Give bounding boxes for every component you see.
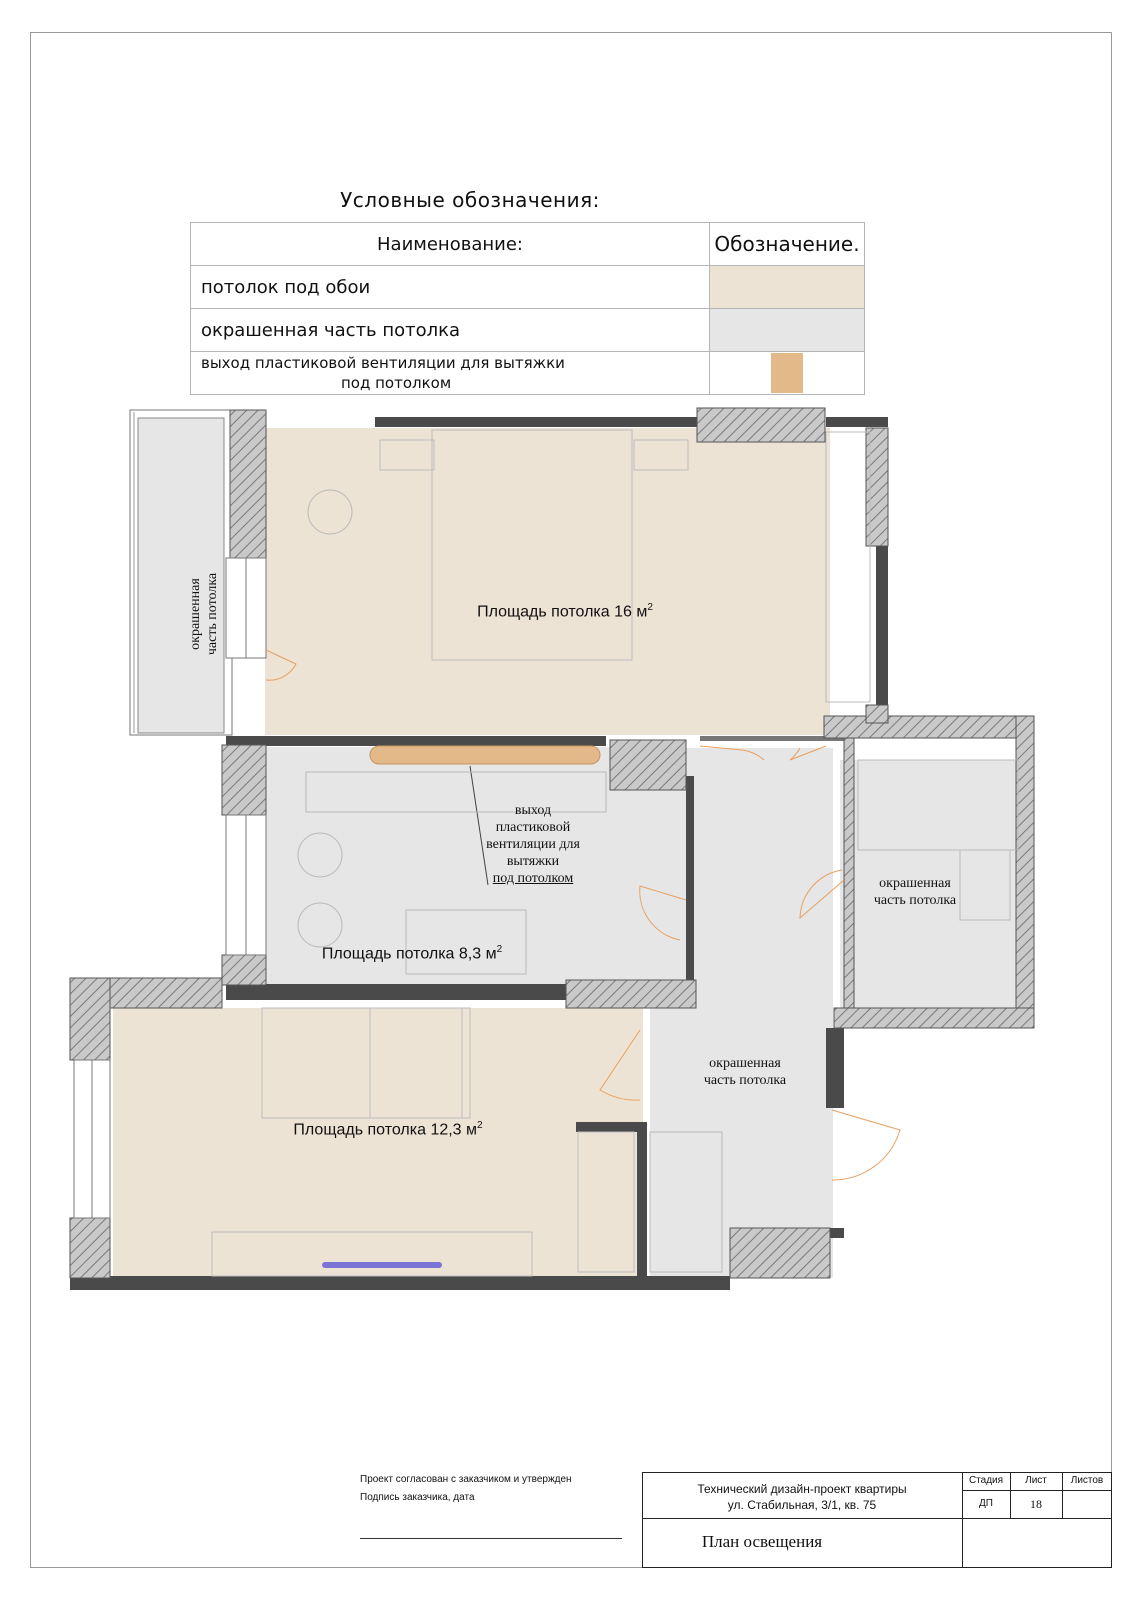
approval-line2: Подпись заказчика, дата [360, 1492, 475, 1503]
legend-header-name: Наименование: [191, 223, 710, 266]
sheets-header: Листов [1070, 1475, 1104, 1486]
stage-header: Стадия [968, 1475, 1004, 1486]
ceiling-living [113, 1008, 643, 1278]
signature-line [360, 1538, 622, 1539]
stage-value: ДП [979, 1498, 993, 1509]
hall-label: окрашенная часть потолка [703, 1056, 787, 1088]
balcony-label: окрашенная часть потолка [188, 572, 220, 656]
sheet-header: Лист [1025, 1475, 1047, 1486]
legend-vent-line2: под потолком [341, 374, 452, 392]
vent-note-label: выход пластиковой вентиляции для вытяжки под потолком [486, 803, 580, 886]
project-line1: Технический дизайн-проект квартиры [697, 1482, 907, 1496]
sheet-value: 18 [1030, 1497, 1042, 1511]
project-line2: ул. Стабильная, 3/1, кв. 75 [727, 1498, 877, 1512]
ceiling-hall [650, 748, 833, 1278]
bathroom-label: окрашенная часть потолка [873, 876, 957, 908]
legend-title: Условные обозначения: [340, 188, 600, 212]
kitchen-area-label: Площадь потолка 8,3 $м^2$ [321, 944, 503, 963]
bedroom-area-label: Площадь потолка 16 $м^2$ [477, 602, 653, 621]
approval-line1: Проект согласован с заказчиком и утвержден [360, 1474, 572, 1485]
vent-duct [370, 746, 600, 764]
legend-row-painted-label: окрашенная часть потолка [191, 309, 710, 352]
legend-header-symbol: Обозначение. [710, 223, 865, 266]
light-strip [322, 1262, 442, 1268]
living-area-label: Площадь потолка 12,3 $м^2$ [293, 1120, 483, 1139]
sheet-title: План освещения [701, 1532, 823, 1551]
ceiling-bedroom [265, 428, 830, 735]
legend-vent-line1: выход пластиковой вентиляции для вытяжки [201, 354, 565, 372]
legend-row-wallpaper-label: потолок под обои [191, 266, 710, 309]
